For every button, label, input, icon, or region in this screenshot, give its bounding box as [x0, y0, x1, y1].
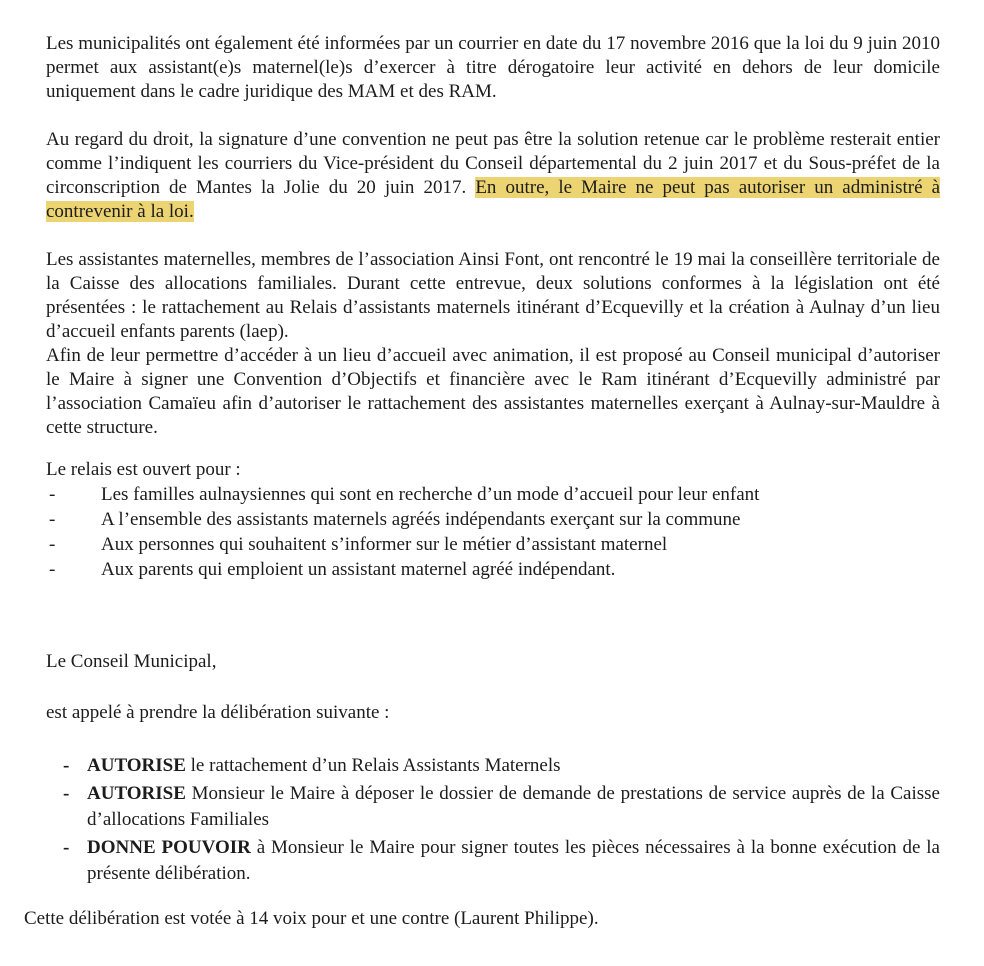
decisions-list — [46, 753, 940, 887]
paragraph-au-regard-text: Au regard du droit, la signature d’une convention ne peut pas être la solution retenue car le problème resterait entier comme l’indiquent les courriers du Vice-président du Conseil départemental du 2 juin 2017 et du Sous-préfet de la circonscription de Mantes la Jolie du 20 juin 2017. — [46, 129, 940, 198]
decision-text: Monsieur le Maire à déposer le dossier de demande de prestations de service auprès de la Caisse d’allocations Familiales — [87, 783, 940, 830]
vote-result-line: Cette délibération est votée à 14 voix pour et une contre (Laurent Philippe). — [24, 908, 599, 929]
paragraph-assistantes-maternelles: Les assistantes maternelles, membres de l’association Ainsi Font, ont rencontré le 19 mai la conseillère territoriale de la Caisse des allocations familiales. Durant cette entrevue, deux solutions conformes à la législation ont été présentées : le rattachement au Relais d’assistants maternels itinérant d’Ecquevilly et la création à Aulnay d’un lieu d’accueil enfants parents (laep). — [46, 249, 940, 342]
decision-item — [46, 753, 940, 779]
list-item — [46, 532, 940, 557]
list-item — [46, 557, 940, 582]
decision-item — [46, 835, 940, 887]
dash-bullet: - — [63, 783, 70, 804]
list-item-text: Les familles aulnaysiennes qui sont en recherche d’un mode d’accueil pour leur enfant — [101, 484, 760, 505]
highlighted-text: En outre, le Maire ne peut pas autoriser un administré à contrevenir à la loi. — [46, 177, 940, 222]
dash-bullet: - — [63, 837, 70, 858]
list-item-text: Aux parents qui emploient un assistant maternel agréé indépendant. — [101, 559, 616, 580]
list-item — [46, 507, 940, 532]
paragraph-afin-de-leur-permettre: Afin de leur permettre d’accéder à un lieu d’accueil avec animation, il est proposé au Conseil municipal d’autoriser le Maire à signer une Convention d’Objectifs et financière avec le Ram itinérant d’Ecquevilly administré par l’association Camaïeu afin d’autoriser le rattachement des assistantes maternelles exerçant à Aulnay-sur-Mauldre à cette structure. — [46, 345, 940, 438]
dash-bullet: - — [49, 509, 56, 530]
conseil-municipal-line: Le Conseil Municipal, — [46, 651, 217, 672]
dash-bullet: - — [49, 559, 56, 580]
dash-bullet: - — [49, 484, 56, 505]
decision-text: à Monsieur le Maire pour signer toutes les pièces nécessaires à la bonne exécution de la présente délibération. — [87, 837, 940, 884]
decision-text: le rattachement d’un Relais Assistants Maternels — [185, 755, 561, 776]
list-item — [46, 482, 940, 507]
decision-item — [46, 781, 940, 833]
relais-intro-line: Le relais est ouvert pour : — [46, 459, 241, 480]
paragraph-au-regard-du-droit — [46, 128, 940, 224]
relais-list — [46, 482, 940, 582]
dash-bullet: - — [49, 534, 56, 555]
paragraph-municipalites: Les municipalités ont également été informées par un courrier en date du 17 novembre 2016 que la loi du 9 juin 2010 permet aux assistant(e)s maternel(le)s d’exercer à titre dérogatoire leur activité en dehors de leur domicile uniquement dans le cadre juridique des MAM et des RAM. — [46, 33, 940, 102]
decision-bold-verb: DONNE POUVOIR — [87, 837, 251, 858]
list-item-text: Aux personnes qui souhaitent s’informer sur le métier d’assistant maternel — [101, 534, 668, 555]
appele-deliberation-line: est appelé à prendre la délibération suivante : — [46, 702, 390, 723]
dash-bullet: - — [63, 755, 70, 776]
decision-bold-verb: AUTORISE — [87, 755, 186, 776]
list-item-text: A l’ensemble des assistants maternels agréés indépendants exerçant sur la commune — [101, 509, 741, 530]
decision-bold-verb: AUTORISE — [87, 783, 186, 804]
